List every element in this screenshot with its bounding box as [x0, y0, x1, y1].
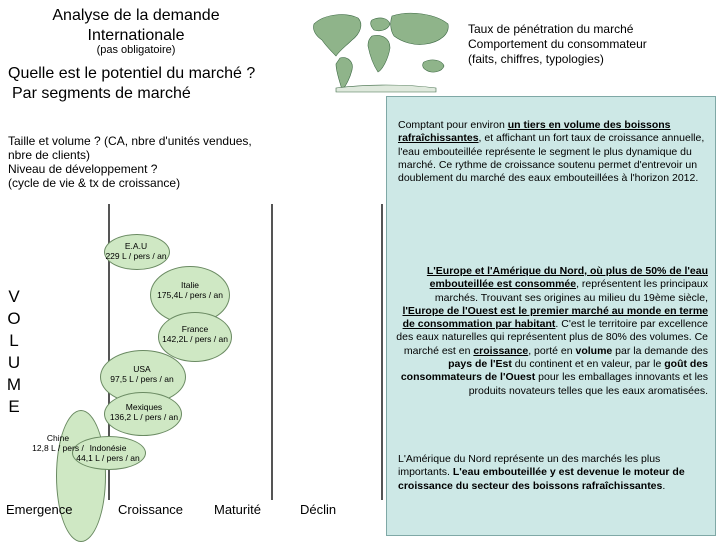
volume-axis-label [6, 286, 22, 418]
label-indonesie: Indonésie 44,1 L / pers / an [76, 443, 140, 463]
phase-divider-maturity [271, 204, 273, 500]
market-info-list [468, 22, 647, 67]
phase-emergence: Emergence [6, 502, 73, 517]
label-mexiques: Mexiques 136,2 L / pers / an [109, 402, 179, 422]
label-italie: Italie 175,4L / pers / an [157, 280, 223, 300]
question-line-2: Par segments de marché [12, 85, 191, 102]
phase-croissance: Croissance [118, 502, 184, 517]
phase-declin: Déclin [300, 502, 337, 517]
label-france: France 142,2L / pers / an [162, 324, 228, 344]
paragraph-north-america: L'Amérique du Nord représente un des marchés les plus importants. L'eau embouteillée y est devenue le moteur de croissance du secteur des boissons rafraîchissantes. [398, 453, 685, 492]
market-info-line-2: Comportement du consommateur [468, 37, 647, 51]
question-line-1: Quelle est le potentiel du marché ? [8, 65, 256, 82]
criteria-line-4: (cycle de vie & tx de croissance) [8, 176, 181, 190]
market-info-line-3: (faits, chiffres, typologies) [468, 52, 604, 66]
paragraph-bottled-water: Comptant pour environ un tiers en volume des boissons rafraîchissantes, et affichant un fort taux de croissance annuelle, l'eau embouteillée représente le segment le plus dynamique du marché. Ce rythme de croissance soutenu permet d'entrevoir un doublement du marché des eaux embouteillées à l'horizon 2012. [398, 119, 705, 185]
volume-letter: M [6, 375, 22, 394]
bubble-chine [56, 410, 106, 542]
main-question [8, 64, 255, 104]
criteria-line-1: Taille et volume ? (CA, nbre d'unités vendues, [8, 134, 252, 148]
world-map-image [306, 6, 456, 94]
criteria-line-3: Niveau de développement ? [8, 162, 158, 176]
paragraph-europe: L'Europe et l'Amérique du Nord, où plus de 50% de l'eau embouteillée est consommée, représentent les principaux marchés. Trouvant ses origines au milieu du 19ème siècle, l'Europe de l'Ouest est le premier marché au monde en terme de consommation par habitant. C'est le territoire par excellence des eaux naturelles qui représentent plus de 80% des volumes. Ce marché est en croissance, porté en volume par la demande des pays de l'Est du continent et en valeur, par le goût des consommateurs de l'Ouest pour les emballages innovants et les produits novateurs telles que les eaux aromatisées. [396, 265, 708, 397]
phase-divider-decline [381, 204, 383, 500]
label-chine: Chine 12,8 L / pers / [32, 433, 84, 453]
page-subtitle: (pas obligatoire) [96, 44, 176, 56]
volume-letter: E [8, 397, 20, 416]
criteria-line-2: nbre de clients) [8, 148, 91, 162]
page-title [20, 6, 252, 46]
label-usa: USA 97,5 L / pers / an [110, 364, 174, 384]
title-line-2: Internationale [87, 27, 185, 44]
title-line-1: Analyse de la demande [52, 7, 220, 24]
volume-letter: L [9, 331, 19, 350]
oceania-shape [423, 60, 444, 72]
market-info-line-1: Taux de pénétration du marché [468, 22, 634, 36]
volume-letter: U [7, 353, 21, 372]
analysis-criteria [8, 134, 252, 190]
volume-letter: O [7, 309, 21, 328]
phase-maturite: Maturité [214, 502, 261, 517]
volume-letter: V [8, 287, 20, 306]
label-eau: E.A.U 229 L / pers / an [105, 241, 167, 261]
